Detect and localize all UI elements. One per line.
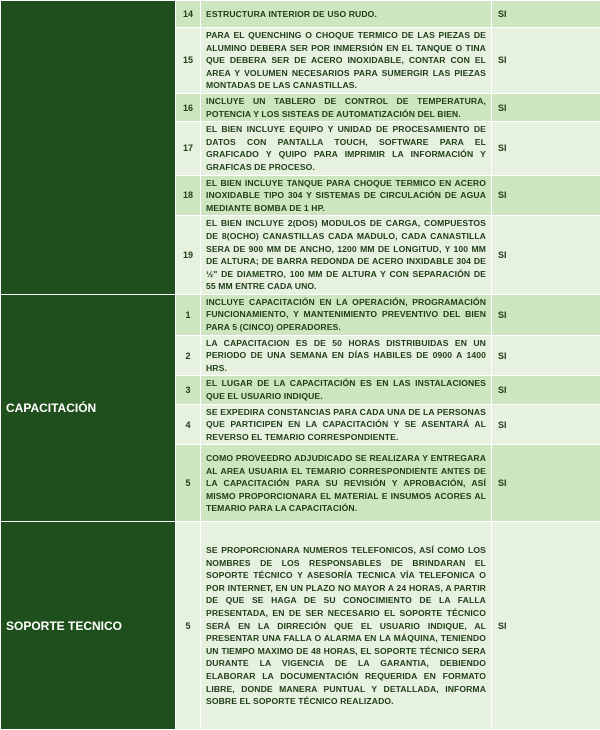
- row-description: INCLUYE UN TABLERO DE CONTROL DE TEMPERATURA, POTENCIA Y LOS SISTEAS DE AUTOMATIZACIÓN DEL BIEN.: [201, 93, 492, 121]
- row-answer: SI: [492, 175, 600, 216]
- table-row: [1, 522, 600, 730]
- row-description: SE PROPORCIONARA NUMEROS TELEFONICOS, ASÍ COMO LOS NOMBRES DE LOS RESPONSABLES DE BRINDARAN EL SOPORTE TÉCNICO Y ASESORÍA TECNICA VÍA TELEFONICA O POR INTERNET, EN UN PLAZO NO MAYOR A 24 HORAS, A PARTIR DE QUE SE HAGA DE SU CONOCIMIENTO DE LA FALLA PRESENTADA, EN DE SER NECESARIO EL SOPORTE TÉCNICO SERÁ EN LA DIRRECIÓN QUE EL USUARIO INDIQUE, AL PRESENTAR UNA FALLA O ALARMA EN LA MÁQUINA, TENIENDO UN TIEMPO MAXIMO DE 48 HORAS, EL SOPORTE TÉCNICO SERA DURANTE LA VIGENCIA DE LA GARANTIA, DEBIENDO ELABORAR LA DOCUMENTACIÓN REQUERIDA EN FORMATO LIBRE, DONDE MANERA PUNTUAL Y DETALLADA, INFORMA SOBRE EL SOPORTE TÉCNICO REALIZADO.: [201, 522, 492, 730]
- row-answer: SI: [492, 376, 600, 404]
- row-description: ESTRUCTURA INTERIOR DE USO RUDO.: [201, 1, 492, 28]
- row-number: 3: [176, 376, 201, 404]
- section-label: [1, 1, 176, 295]
- row-description: SE EXPEDIRA CONSTANCIAS PARA CADA UNA DE LA PERSONAS QUE PARTICIPEN EN LA CAPACITACIÓN Y SE ASENTARÁ AL REVERSO EL TEMARIO CORRESPONDIENTE.: [201, 404, 492, 445]
- table-row: [1, 1, 600, 28]
- row-answer: SI: [492, 93, 600, 121]
- row-answer: SI: [492, 445, 600, 522]
- row-answer: SI: [492, 216, 600, 295]
- row-number: 1: [176, 294, 201, 335]
- row-answer: SI: [492, 335, 600, 376]
- row-number: 5: [176, 445, 201, 522]
- row-answer: SI: [492, 122, 600, 175]
- row-number: 14: [176, 1, 201, 28]
- row-description: INCLUYE CAPACITACIÓN EN LA OPERACIÓN, PROGRAMACIÓN FUNCIONAMIENTO, Y MANTENIMIENTO PREVENTIVO DEL BIEN PARA 5 (CINCO) OPERADORES.: [201, 294, 492, 335]
- section-label-soporte-tecnico: SOPORTE TECNICO: [1, 522, 176, 730]
- row-number: 4: [176, 404, 201, 445]
- row-description: LA CAPACITACION ES DE 50 HORAS DISTRIBUIDAS EN UN PERIODO DE UNA SEMANA EN DÍAS HABILES DE 0900 A 1400 HRS.: [201, 335, 492, 376]
- row-number: 19: [176, 216, 201, 295]
- section-label-capacitacion: CAPACITACIÓN: [1, 294, 176, 522]
- row-description: EL BIEN INCLUYE EQUIPO Y UNIDAD DE PROCESAMIENTO DE DATOS CON PANTALLA TOUCH, SOFTWARE PARA EL GRAFICADO Y QUIPO PARA IMPRIMIR LA INFORMACIÓN Y GRAFICAS DE PROCESO.: [201, 122, 492, 175]
- row-number: 15: [176, 28, 201, 94]
- row-answer: SI: [492, 1, 600, 28]
- row-number: 2: [176, 335, 201, 376]
- row-answer: SI: [492, 404, 600, 445]
- row-number: 17: [176, 122, 201, 175]
- row-number: 18: [176, 175, 201, 216]
- row-answer: SI: [492, 28, 600, 94]
- row-description: PARA EL QUENCHING O CHOQUE TERMICO DE LAS PIEZAS DE ALUMINO DEBERA SER POR INMERSIÓN EN EL TANQUE O TINA QUE DEBERA SER DE ACERO INOXIDABLE, CONTAR CON EL AREA Y VOLUMEN NECESARIOS PARA SUMERGIR LAS PIEZAS MONTADAS DE LAS CANASTILLAS.: [201, 28, 492, 94]
- table-row: [1, 294, 600, 335]
- row-description: EL LUGAR DE LA CAPACITACIÓN ES EN LAS INSTALACIONES QUE EL USUARIO INDIQUE.: [201, 376, 492, 404]
- row-number: 5: [176, 522, 201, 730]
- row-number: 16: [176, 93, 201, 121]
- row-description: EL BIEN INCLUYE TANQUE PARA CHOQUE TERMICO EN ACERO INOXIDABLE TIPO 304 Y SISTEMAS DE CIRCULACIÓN DE AGUA MEDIANTE BOMBA DE 1 HP.: [201, 175, 492, 216]
- row-description: COMO PROVEEDRO ADJUDICADO SE REALIZARA Y ENTREGARA AL AREA USUARIA EL TEMARIO CORRESPONDIENTE ANTES DE LA CAPACITACIÓN PARA SU REVISIÓN Y APROBACIÓN, ASÍ MISMO PROPORCIONARA EL MATERIAL E INSUMOS ACORES AL TEMARIO PARA LA CAPACITACIÓN.: [201, 445, 492, 522]
- row-answer: SI: [492, 294, 600, 335]
- row-answer: SI: [492, 522, 600, 730]
- row-description: EL BIEN INCLUYE 2(DOS) MODULOS DE CARGA, COMPUESTOS DE 8(OCHO) CANASTILLAS CADA MADULO, CADA CANASTILLA SERA DE 900 MM DE ANCHO, 1200 MM DE LONGITUD, Y 100 MM DE ALTURA; DE BARRA REDONDA DE ACERO INXIDABLE 304 DE ½" DE DIAMETRO, 100 MM DE ALTURA Y CON SEPARACIÓN DE 55 MM ENTRE CADA UNO.: [201, 216, 492, 295]
